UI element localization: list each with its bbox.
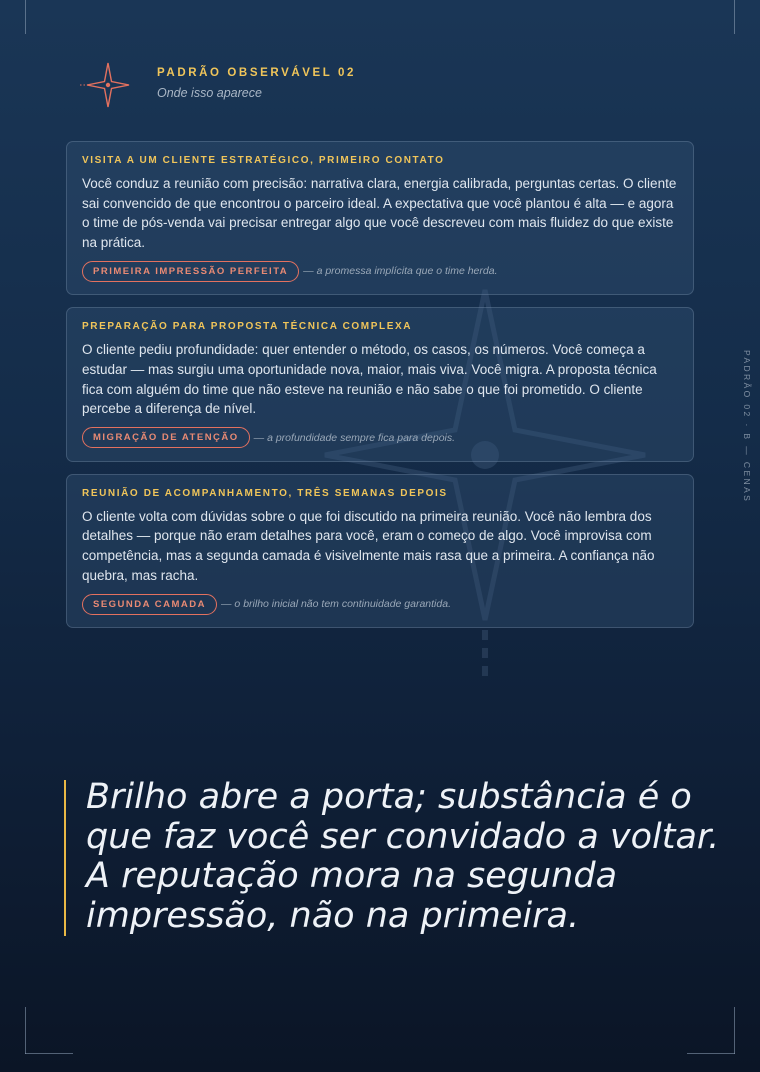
corner-mark-top-left xyxy=(25,0,26,34)
scenario-tag-row xyxy=(82,260,678,282)
scenario-card xyxy=(66,141,694,295)
corner-mark-bottom-right-h xyxy=(687,1053,735,1054)
scenario-card-body: O cliente volta com dúvidas sobre o que foi discutido na primeira reunião. Você não lembra dos detalhes — porque não eram detalhes para você, eram o começo de algo. Você improvisa com competência, mas a segunda camada é visivelmente mais rasa que a primeira. A confiança não quebra, mas racha. xyxy=(82,508,655,583)
compass-star-icon xyxy=(80,60,132,112)
section-header xyxy=(80,60,680,112)
corner-mark-bottom-left-h xyxy=(25,1053,73,1054)
scenario-tag-row xyxy=(82,593,678,615)
pull-quote: Brilho abre a porta; substância é o que faz você ser convidado a voltar. A reputação mora na segunda impressão, não na primeira. xyxy=(86,777,720,936)
side-section-label: PADRÃO 02 · B — CENAS xyxy=(742,350,752,504)
corner-mark-bottom-left-v xyxy=(25,1007,26,1054)
scenario-tag-note: — a promessa implícita que o time herda. xyxy=(303,265,498,278)
scenario-tag-note: — a profundidade sempre fica para depois. xyxy=(253,431,456,444)
scenario-tag: SEGUNDA CAMADA xyxy=(82,594,217,615)
section-eyebrow: PADRÃO OBSERVÁVEL 02 xyxy=(157,67,356,79)
scenario-card xyxy=(66,307,694,461)
quote-accent-bar xyxy=(64,780,66,936)
scenario-tag: MIGRAÇÃO DE ATENÇÃO xyxy=(82,427,250,448)
scenario-card-title: VISITA A UM CLIENTE ESTRATÉGICO, PRIMEIRO CONTATO xyxy=(82,155,445,166)
scenario-tag-row xyxy=(82,427,678,449)
corner-mark-bottom-right-v xyxy=(734,1007,735,1054)
corner-mark-top-right xyxy=(734,0,735,34)
scenario-card-title: REUNIÃO DE ACOMPANHAMENTO, TRÊS SEMANAS DEPOIS xyxy=(82,487,448,499)
scenario-card-list xyxy=(66,141,694,640)
scenario-card xyxy=(66,474,694,628)
section-subtitle: Onde isso aparece xyxy=(157,86,262,100)
scenario-card-body: Você conduz a reunião com precisão: narrativa clara, energia calibrada, perguntas certas. O cliente sai convencido de que encontrou o parceiro ideal. A expectativa que você plantou é alta — e agora o time de pós-venda vai precisar entregar algo que você descreveu com mais fluidez do que existe na prática. xyxy=(82,176,677,250)
scenario-card-body: O cliente pediu profundidade: quer entender o método, os casos, os números. Você começa a estudar — mas surgiu uma oportunidade nova, maior, mais viva. Você migra. A proposta técnica fica com alguém do time que não esteve na reunião e não sabe o que foi prometido. O cliente percebe a diferença de nível. xyxy=(82,342,657,417)
scenario-tag: PRIMEIRA IMPRESSÃO PERFEITA xyxy=(82,261,299,282)
scenario-card-title: PREPARAÇÃO PARA PROPOSTA TÉCNICA COMPLEXA xyxy=(82,321,413,333)
scenario-tag-note: — o brilho inicial não tem continuidade garantida. xyxy=(221,598,451,611)
